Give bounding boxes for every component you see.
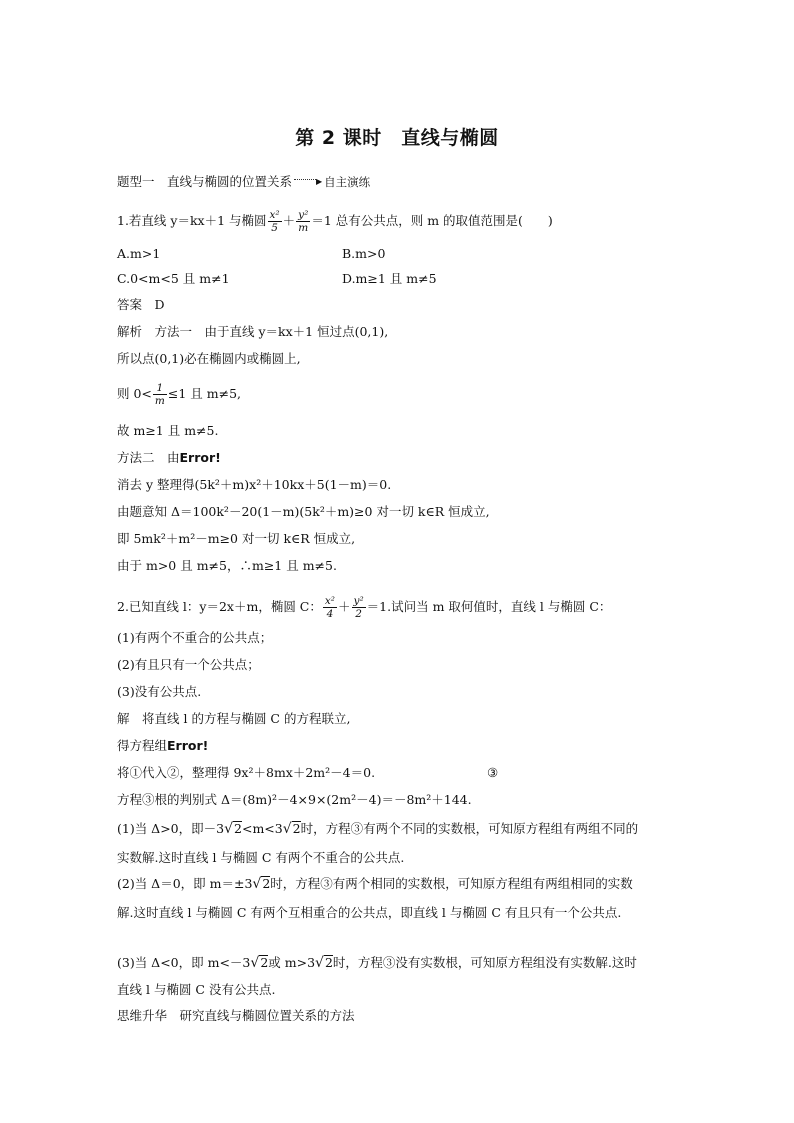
option-c: C.0<m<5 且 m≠1 [117, 271, 230, 286]
solution-2-label: 得方程组 [117, 738, 168, 753]
fraction-y2-over-m: $\frac{\text{y²}}{m}$ [298, 209, 309, 234]
fraction-y2-over-2: $\frac{\text{y²}}{2}$ [353, 595, 364, 620]
q2-item-1: (1)有两个不重合的公共点； [117, 630, 273, 645]
q2-stem-part-b: ＝1.试问当 m 取何值时，直线 l 与椭圆 C： [366, 599, 612, 614]
analysis-3-part-a: 则 0< [117, 386, 152, 401]
analysis-line-1: 解析 方法一 由于直线 y＝kx＋1 恒过点(0,1), [117, 324, 389, 339]
solution-line-2 [117, 737, 208, 755]
solution-line-1: 解 将直线 l 的方程与椭圆 C 的方程联立, [117, 711, 351, 726]
sqrt-arg: 2 [262, 876, 271, 891]
sqrt-icon: √ [282, 821, 292, 837]
dotted-leader [294, 179, 316, 180]
case-3-part-a: (3)当 Δ<0，即 m<－3 [117, 955, 251, 970]
fraction-x2-over-4: $\frac{\text{x²}}{4}$ [324, 595, 335, 620]
option-a: A.m>1 [117, 246, 161, 261]
option-b: B.m>0 [342, 246, 386, 261]
solution-line-3: 将①代入②，整理得 9x²＋8mx＋2m²－4＝0. [117, 765, 376, 780]
analysis-line-3 [117, 382, 241, 407]
case-3-line-2: 直线 l 与椭圆 C 没有公共点. [117, 982, 276, 997]
solution-line-4: 方程③根的判别式 Δ＝(8m)²－4×9×(2m²－4)＝－8m²＋144. [117, 792, 472, 807]
analysis-3-part-b: ≤1 且 m≠5, [167, 386, 242, 401]
sqrt-arg: 2 [324, 955, 333, 970]
method-2-line-3: 即 5mk²＋m²－m≥0 对一切 k∈R 恒成立, [117, 531, 356, 546]
case-1-line-1 [117, 820, 638, 838]
method-2-line-1: 消去 y 整理得(5k²＋m)x²＋10kx＋5(1－m)＝0. [117, 477, 392, 492]
case-3-part-c: 时，方程③没有实数根，可知原方程组没有实数解.这时 [332, 955, 637, 970]
sqrt-icon: √ [315, 955, 324, 971]
arrow-right-icon: ▶ [316, 176, 323, 186]
case-1-part-a: (1)当 Δ>0，即－3 [117, 821, 225, 836]
answer-line: 答案 D [117, 297, 165, 312]
error-marker: Error! [167, 738, 209, 753]
section-heading [117, 173, 370, 192]
sqrt-arg: 2 [260, 955, 269, 970]
analysis-line-4: 故 m≥1 且 m≠5. [117, 423, 219, 438]
sqrt-arg: 2 [292, 821, 301, 836]
case-1-part-c: 时，方程③有两个不同的实数根，可知原方程组有两组不同的 [300, 821, 639, 836]
fraction-x2-over-5: $\frac{\text{x²}}{5}$ [269, 209, 280, 234]
case-1-part-b: <m<3 [241, 821, 283, 836]
case-2-part-b: 时，方程③有两个相同的实数根，可知原方程组有两组相同的实数 [270, 876, 633, 891]
case-2-part-a: (2)当 Δ＝0，即 m＝±3 [117, 876, 253, 891]
sqrt-icon: √ [224, 821, 234, 837]
plus-sign: ＋ [282, 213, 296, 228]
method-2-label: 方法二 由 [117, 450, 180, 465]
case-2-line-1 [117, 875, 633, 893]
case-1-line-2: 实数解.这时直线 l 与椭圆 C 有两个不重合的公共点. [117, 850, 405, 865]
method-2-line [117, 449, 221, 467]
q2-item-2: (2)有且只有一个公共点； [117, 657, 260, 672]
analysis-line-2: 所以点(0,1)必在椭圆内或椭圆上, [117, 351, 301, 366]
question-2-stem [117, 595, 611, 620]
plus-sign: ＋ [338, 599, 351, 614]
lesson-title: 第 2 课时 直线与椭圆 [295, 127, 499, 149]
option-d: D.m≥1 且 m≠5 [342, 271, 437, 286]
section-tag: 自主演练 [324, 175, 371, 189]
method-2-line-4: 由于 m>0 且 m≠5，∴m≥1 且 m≠5. [117, 558, 337, 573]
method-2-line-2: 由题意知 Δ＝100k²－20(1－m)(5k²＋m)≥0 对一切 k∈R 恒成立, [117, 504, 490, 519]
question-1-stem [117, 209, 553, 234]
q2-item-3: (3)没有公共点. [117, 684, 202, 699]
q1-stem-part-b: ＝1 总有公共点，则 m 的取值范围是( ) [311, 213, 553, 228]
error-marker: Error! [179, 450, 221, 465]
case-3-part-b: 或 m>3 [268, 955, 316, 970]
case-3-line-1 [117, 954, 637, 972]
equation-marker-3: ③ [487, 765, 499, 780]
summary-heading: 思维升华 研究直线与椭圆位置关系的方法 [117, 1008, 355, 1023]
q1-stem-part-a: 1.若直线 y＝kx＋1 与椭圆 [117, 213, 267, 228]
sqrt-arg: 2 [234, 821, 242, 836]
section-heading-text: 题型一 直线与椭圆的位置关系 [117, 174, 293, 189]
q2-stem-part-a: 2.已知直线 l：y＝2x＋m，椭圆 C： [117, 599, 322, 614]
sqrt-icon: √ [252, 876, 262, 892]
case-2-line-2: 解.这时直线 l 与椭圆 C 有两个互相重合的公共点，即直线 l 与椭圆 C 有且只有一个公共点. [117, 905, 622, 920]
sqrt-icon: √ [250, 955, 260, 971]
fraction-1-over-m: $\frac{1}{m}$ [154, 382, 165, 407]
